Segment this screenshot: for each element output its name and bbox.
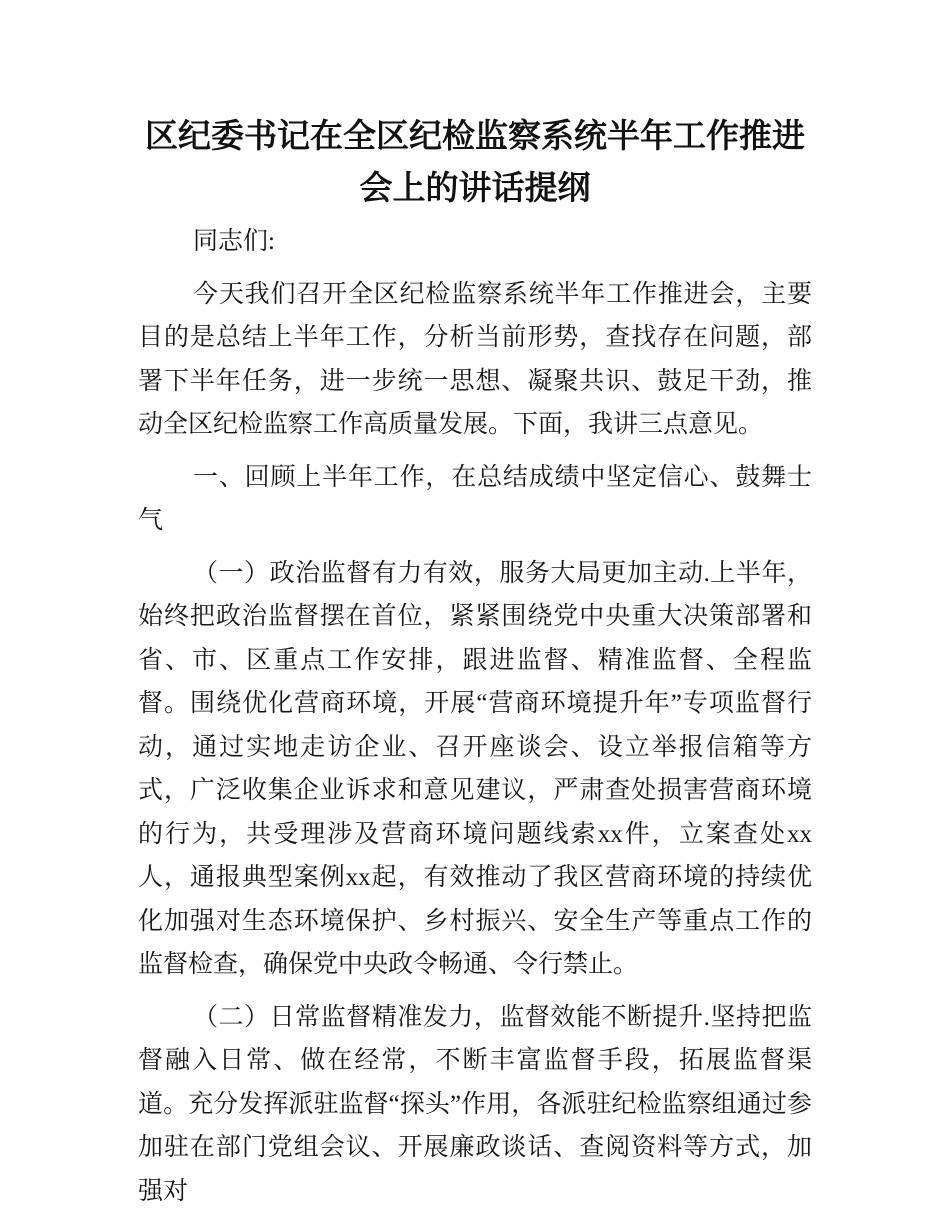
paragraph: （一）政治监督有力有效，服务大局更加主动.上半年，始终把政治监督摆在首位，紧紧围绕党中央重大决策部署和省、市、区重点工作安排，跟进监督、精准监督、全程监督。围绕优化营商环境，开展“营商环境提升年”专项监督行动，通过实地走访企业、召开座谈会、设立举报信箱等方式，广泛收集企业诉求和意见建议，严肃查处损害营商环境的行为，共受理涉及营商环境问题线索xx件，立案查处xx人，通报典型案例xx起，有效推动了我区营商环境的持续优化加强对生态环境保护、乡村振兴、安全生产等重点工作的监督检查，确保党中央政令畅通、令行禁止。 — [138, 559, 812, 978]
document-body — [138, 220, 812, 1213]
salutation: 同志们: — [193, 228, 275, 255]
section-heading: 一、回顾上半年工作，在总结成绩中坚定信心、鼓舞士气 — [138, 463, 812, 534]
paragraph: （二）日常监督精准发力，监督效能不断提升.坚持把监督融入日常、做在经常，不断丰富监督手段，拓展监督渠道。充分发挥派驻监督“探头”作用，各派驻纪检监察组通过参加驻在部门党组会议、开展廉政谈话、查阅资料等方式，加强对 — [138, 1003, 812, 1205]
paragraph: 今天我们召开全区纪检监察系统半年工作推进会，主要目的是总结上半年工作，分析当前形势，查找存在问题，部署下半年任务，进一步统一思想、凝聚共识、鼓足干劲，推动全区纪检监察工作高质量发展。下面，我讲三点意见。 — [138, 280, 812, 438]
document-title: 区纪委书记在全区纪检监察系统半年工作推进会上的讲话提纲 — [145, 117, 805, 206]
